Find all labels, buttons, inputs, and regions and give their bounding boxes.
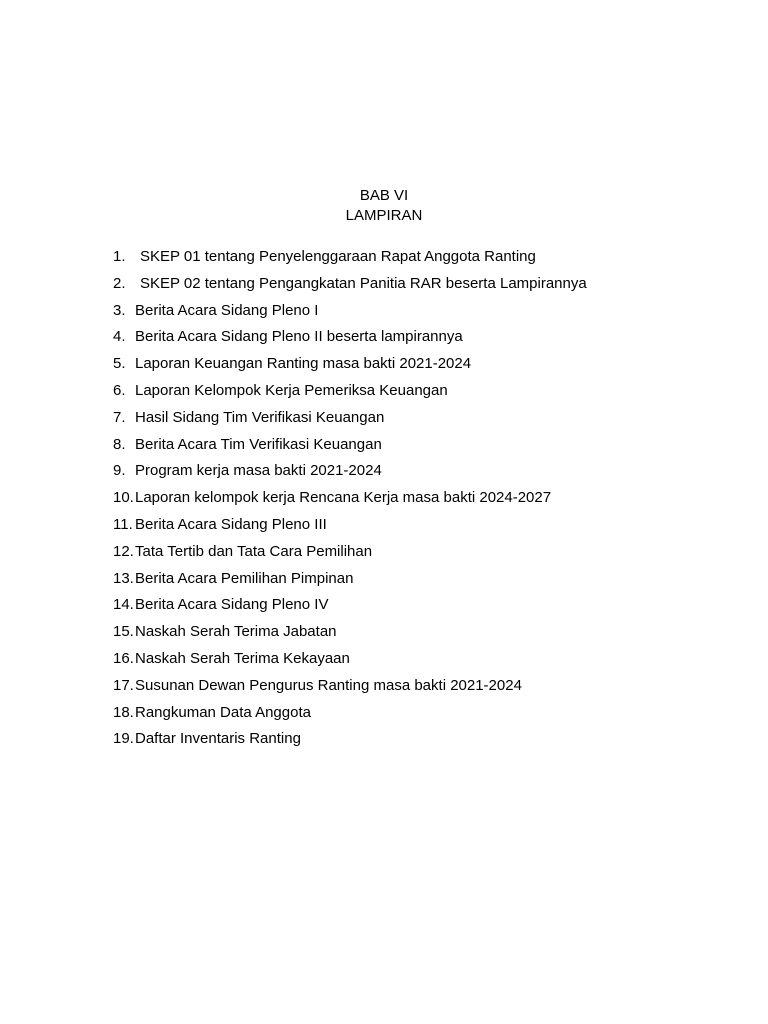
list-item-text: Berita Acara Tim Verifikasi Keuangan [135, 435, 382, 453]
list-item-number: 1. [113, 248, 126, 265]
list-item [113, 247, 587, 274]
list-item [113, 435, 587, 462]
list-item-text: Berita Acara Sidang Pleno III [135, 515, 327, 533]
list-item-number: 19. [113, 730, 134, 748]
list-item [113, 676, 587, 703]
list-item-text: Hasil Sidang Tim Verifikasi Keuangan [135, 408, 385, 426]
list-item-number: 11. [113, 515, 133, 533]
list-item [113, 381, 587, 408]
list-item [113, 354, 587, 381]
list-item [113, 301, 587, 328]
list-item [113, 461, 587, 488]
list-item-text: SKEP 01 tentang Penyelenggaraan Rapat Anggota Ranting [140, 248, 536, 265]
list-item [113, 327, 587, 354]
list-item [113, 649, 587, 676]
list-item-text: Rangkuman Data Anggota [135, 703, 311, 721]
list-item-number: 15. [113, 623, 134, 641]
list-item-text: Laporan Kelompok Kerja Pemeriksa Keuangan [135, 381, 448, 399]
list-item-number: 12. [113, 542, 134, 560]
attachment-list [113, 247, 587, 756]
list-item-text: Laporan kelompok kerja Rencana Kerja masa bakti 2024-2027 [135, 489, 552, 507]
list-item-number: 9. [113, 462, 126, 480]
list-item-number: 18. [113, 703, 134, 721]
list-item-number: 5. [113, 355, 126, 373]
list-item [113, 569, 587, 596]
list-item-text: Naskah Serah Terima Kekayaan [135, 649, 350, 667]
list-item-number: 16. [113, 649, 134, 667]
list-item [113, 488, 587, 515]
list-item-text: Program kerja masa bakti 2021-2024 [135, 462, 382, 480]
list-item [113, 274, 587, 301]
list-item-text: SKEP 02 tentang Pengangkatan Panitia RAR beserta Lampirannya [140, 274, 587, 292]
list-item-text: Naskah Serah Terima Jabatan [135, 623, 337, 641]
list-item-text: Berita Acara Sidang Pleno IV [135, 596, 329, 614]
list-item-number: 8. [113, 435, 126, 453]
list-item [113, 542, 587, 569]
list-item-number: 2. [113, 274, 126, 292]
list-item-text: Daftar Inventaris Ranting [135, 730, 301, 748]
list-item-number: 14. [113, 596, 134, 614]
list-item-text: Berita Acara Pemilihan Pimpinan [135, 569, 354, 587]
list-item-text: Berita Acara Sidang Pleno I [135, 301, 319, 319]
list-item [113, 622, 587, 649]
chapter-number: BAB VI [359, 187, 409, 204]
list-item [113, 729, 587, 756]
list-item [113, 595, 587, 622]
list-item-text: Berita Acara Sidang Pleno II beserta lampirannya [135, 328, 463, 346]
list-item-number: 17. [113, 676, 134, 694]
list-item-number: 4. [113, 328, 126, 346]
list-item-text: Tata Tertib dan Tata Cara Pemilihan [135, 542, 373, 560]
list-item-number: 7. [113, 408, 126, 426]
list-item [113, 515, 587, 542]
list-item-number: 3. [113, 301, 126, 319]
list-item-number: 6. [113, 381, 126, 399]
list-item-number: 13. [113, 569, 134, 587]
list-item [113, 408, 587, 435]
list-item-text: Laporan Keuangan Ranting masa bakti 2021-2024 [135, 355, 472, 373]
list-item-number: 10. [113, 489, 134, 507]
list-item [113, 703, 587, 730]
chapter-title: LAMPIRAN [345, 207, 423, 224]
list-item-text: Susunan Dewan Pengurus Ranting masa bakti 2021-2024 [135, 676, 522, 694]
